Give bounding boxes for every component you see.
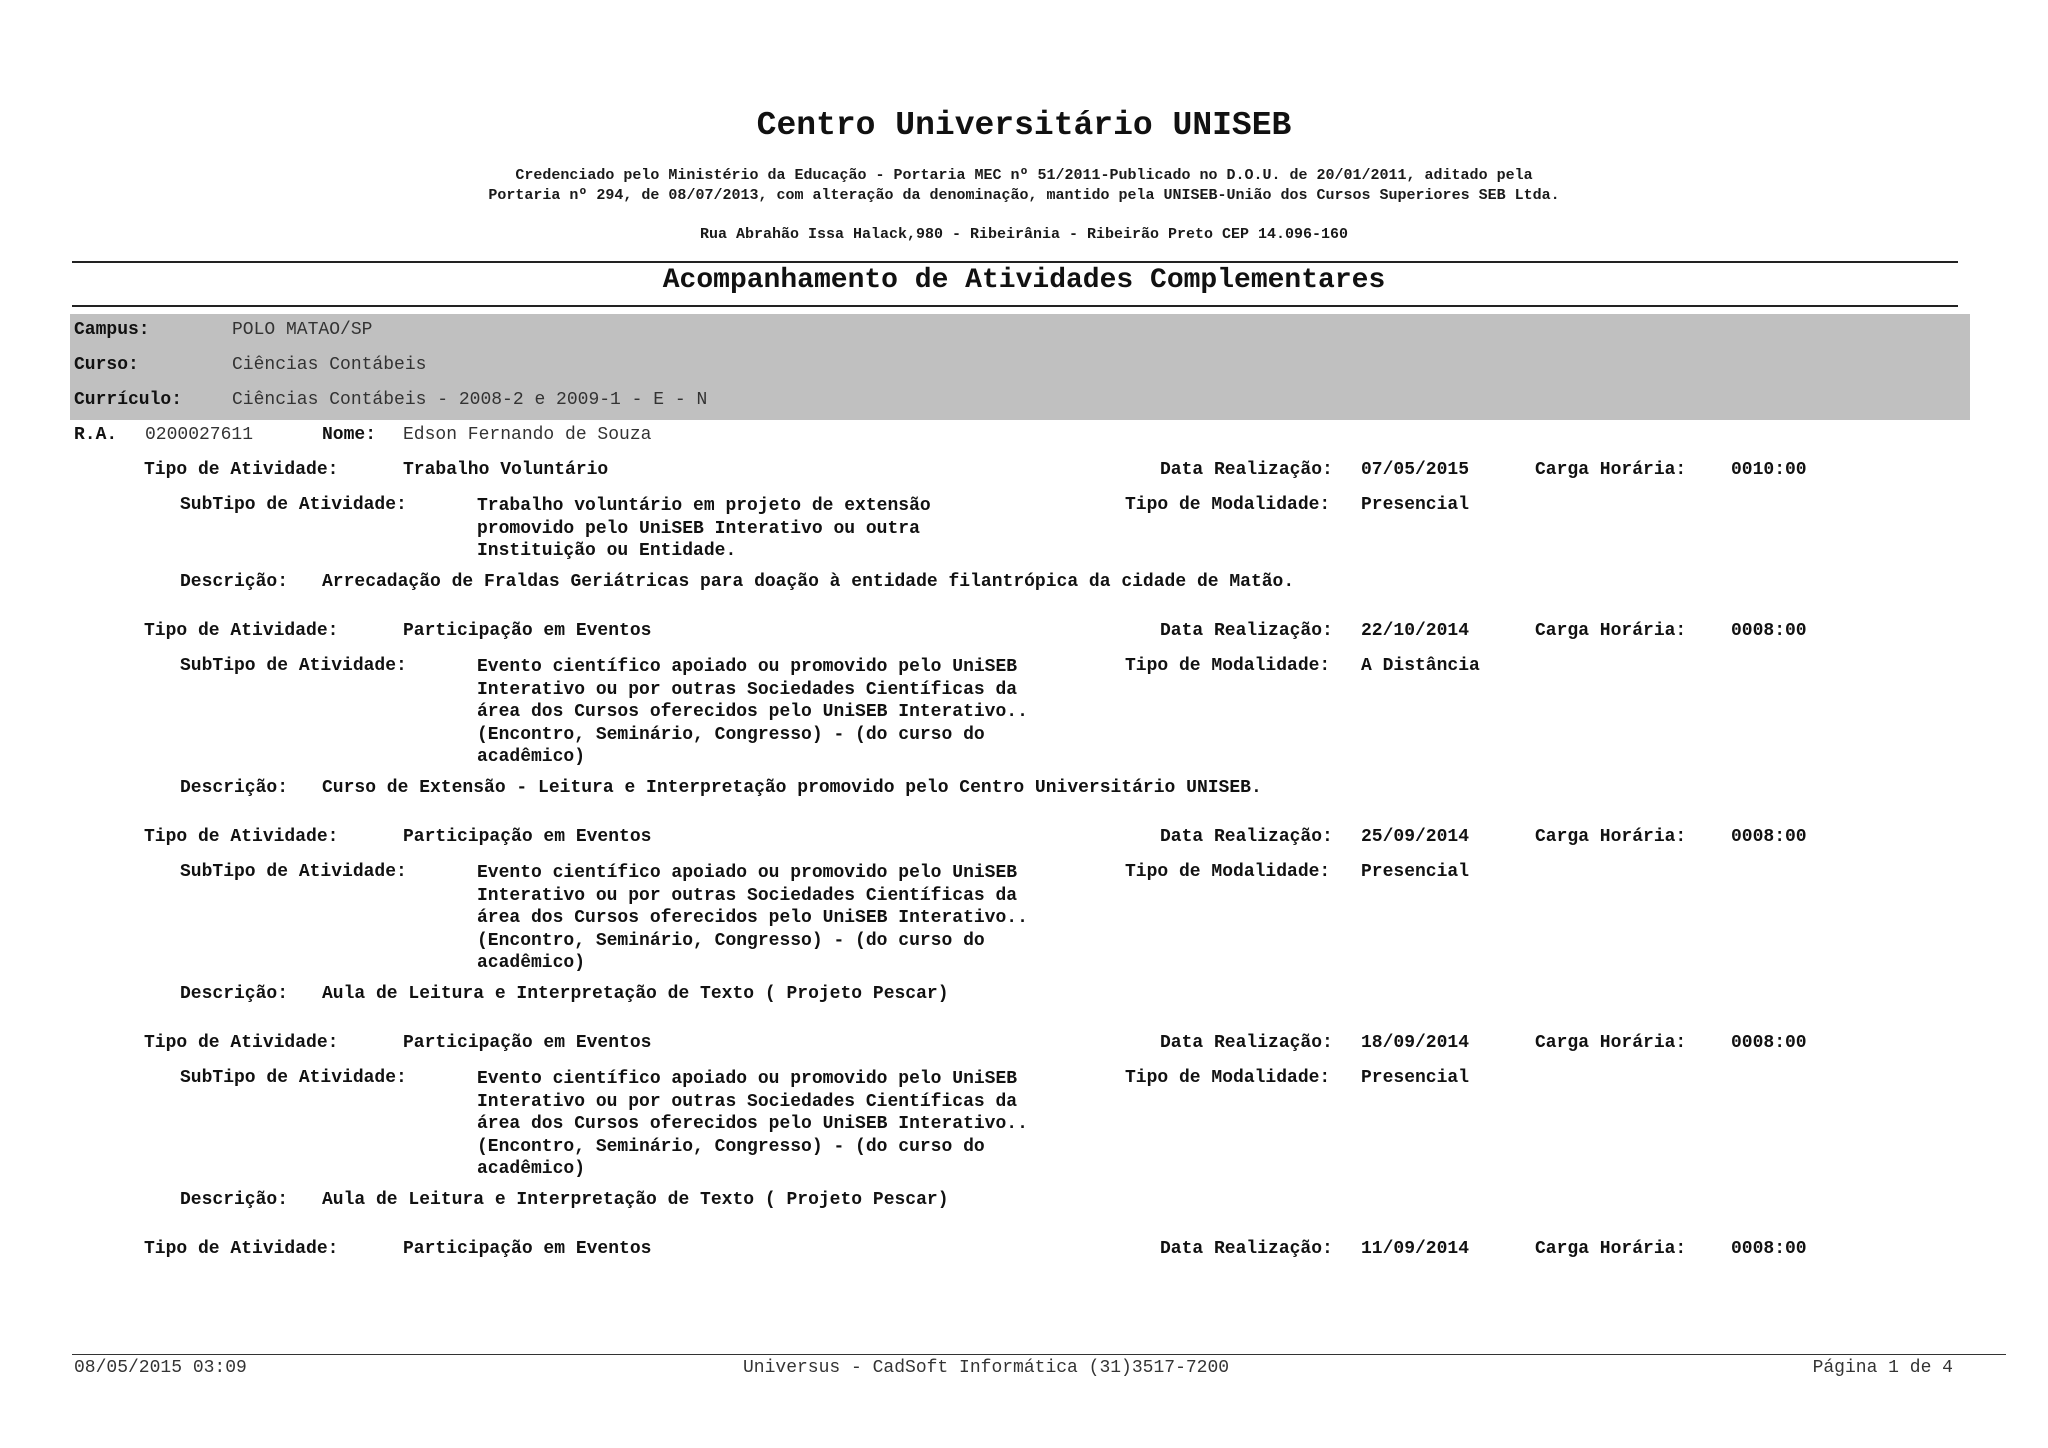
data-realizacao-value: 25/09/2014 [1361,827,1470,847]
data-realizacao-value: 18/09/2014 [1361,1033,1470,1053]
institution-title: Centro Universitário UNISEB [756,107,1292,144]
descricao-label: Descrição: [180,572,289,592]
carga-horaria-label: Carga Horária: [1535,621,1687,641]
descricao-value: Aula de Leitura e Interpretação de Texto ( Projeto Pescar) [322,1190,949,1210]
subtipo-label: SubTipo de Atividade: [180,656,407,676]
modalidade-label: Tipo de Modalidade: [1125,1068,1331,1088]
descricao-value: Arrecadação de Fraldas Geriátricas para doação à entidade filantrópica da cidade de Matão. [322,572,1295,592]
data-realizacao-value: 11/09/2014 [1361,1239,1470,1259]
data-realizacao-value: 07/05/2015 [1361,460,1470,480]
subtipo-value: Evento científico apoiado ou promovido pelo UniSEB Interativo ou por outras Sociedades Científicas da área dos Cursos oferecidos pelo UniSEB Interativo.. (Encontro, Seminário, Congresso) - (do curso do acadêmico) [477,657,1028,767]
carga-horaria-value: 0010:00 [1731,460,1807,480]
carga-horaria-label: Carga Horária: [1535,1239,1687,1259]
subtipo-label: SubTipo de Atividade: [180,1068,407,1088]
subtipo-value: Evento científico apoiado ou promovido pelo UniSEB Interativo ou por outras Sociedades Científicas da área dos Cursos oferecidos pelo UniSEB Interativo.. (Encontro, Seminário, Congresso) - (do curso do acadêmico) [477,1069,1028,1179]
divider-top [72,261,1958,263]
curriculo-value: Ciências Contábeis - 2008-2 e 2009-1 - E - N [232,390,708,410]
ra-value: 0200027611 [145,425,254,445]
tipo-atividade-value: Participação em Eventos [403,1239,652,1259]
campus-value: POLO MATAO/SP [232,320,373,340]
modalidade-value: Presencial [1361,495,1470,515]
accreditation-line-1: Credenciado pelo Ministério da Educação - Portaria MEC nº 51/2011-Publicado no D.O.U. de 20/01/2011, aditado pela [515,167,1533,184]
curso-value: Ciências Contábeis [232,355,427,375]
tipo-atividade-value: Trabalho Voluntário [403,460,609,480]
tipo-atividade-label: Tipo de Atividade: [144,1239,339,1259]
modalidade-value: Presencial [1361,1068,1470,1088]
subtipo-value: Evento científico apoiado ou promovido pelo UniSEB Interativo ou por outras Sociedades Científicas da área dos Cursos oferecidos pelo UniSEB Interativo.. (Encontro, Seminário, Congresso) - (do curso do acadêmico) [477,863,1028,973]
footer-page-number: Página 1 de 4 [1812,1358,1953,1378]
curso-label: Curso: [74,355,139,375]
modalidade-value: A Distância [1361,656,1480,676]
carga-horaria-label: Carga Horária: [1535,827,1687,847]
nome-label: Nome: [322,425,377,445]
descricao-value: Aula de Leitura e Interpretação de Texto ( Projeto Pescar) [322,984,949,1004]
tipo-atividade-label: Tipo de Atividade: [144,621,339,641]
carga-horaria-value: 0008:00 [1731,827,1807,847]
descricao-label: Descrição: [180,1190,289,1210]
descricao-value: Curso de Extensão - Leitura e Interpretação promovido pelo Centro Universitário UNISEB. [322,778,1262,798]
accreditation-line-2: Portaria nº 294, de 08/07/2013, com alteração da denominação, mantido pela UNISEB-União dos Cursos Superiores SEB Ltda. [488,187,1560,204]
institution-address: Rua Abrahão Issa Halack,980 - Ribeirânia - Ribeirão Preto CEP 14.096-160 [699,226,1349,243]
descricao-label: Descrição: [180,984,289,1004]
tipo-atividade-value: Participação em Eventos [403,1033,652,1053]
data-realizacao-label: Data Realização: [1160,827,1333,847]
subtipo-value: Trabalho voluntário em projeto de extensão promovido pelo UniSEB Interativo ou outra Instituição ou Entidade. [477,496,931,561]
subtipo-label: SubTipo de Atividade: [180,862,407,882]
curriculo-label: Currículo: [74,390,183,410]
divider-bottom [72,305,1958,307]
modalidade-label: Tipo de Modalidade: [1125,862,1331,882]
tipo-atividade-label: Tipo de Atividade: [144,460,339,480]
modalidade-label: Tipo de Modalidade: [1125,656,1331,676]
modalidade-value: Presencial [1361,862,1470,882]
tipo-atividade-value: Participação em Eventos [403,621,652,641]
report-title: Acompanhamento de Atividades Complementares [662,265,1386,296]
modalidade-label: Tipo de Modalidade: [1125,495,1331,515]
tipo-atividade-label: Tipo de Atividade: [144,827,339,847]
ra-label: R.A. [74,425,118,445]
tipo-atividade-label: Tipo de Atividade: [144,1033,339,1053]
footer-software: Universus - CadSoft Informática (31)3517-7200 [743,1358,1230,1378]
data-realizacao-label: Data Realização: [1160,1239,1333,1259]
carga-horaria-value: 0008:00 [1731,1239,1807,1259]
descricao-label: Descrição: [180,778,289,798]
carga-horaria-value: 0008:00 [1731,621,1807,641]
tipo-atividade-value: Participação em Eventos [403,827,652,847]
campus-label: Campus: [74,320,150,340]
footer-datetime: 08/05/2015 03:09 [74,1358,247,1378]
carga-horaria-value: 0008:00 [1731,1033,1807,1053]
subtipo-label: SubTipo de Atividade: [180,495,407,515]
carga-horaria-label: Carga Horária: [1535,1033,1687,1053]
footer-divider [72,1354,2006,1355]
nome-value: Edson Fernando de Souza [403,425,652,445]
carga-horaria-label: Carga Horária: [1535,460,1687,480]
data-realizacao-label: Data Realização: [1160,1033,1333,1053]
data-realizacao-label: Data Realização: [1160,460,1333,480]
data-realizacao-value: 22/10/2014 [1361,621,1470,641]
data-realizacao-label: Data Realização: [1160,621,1333,641]
